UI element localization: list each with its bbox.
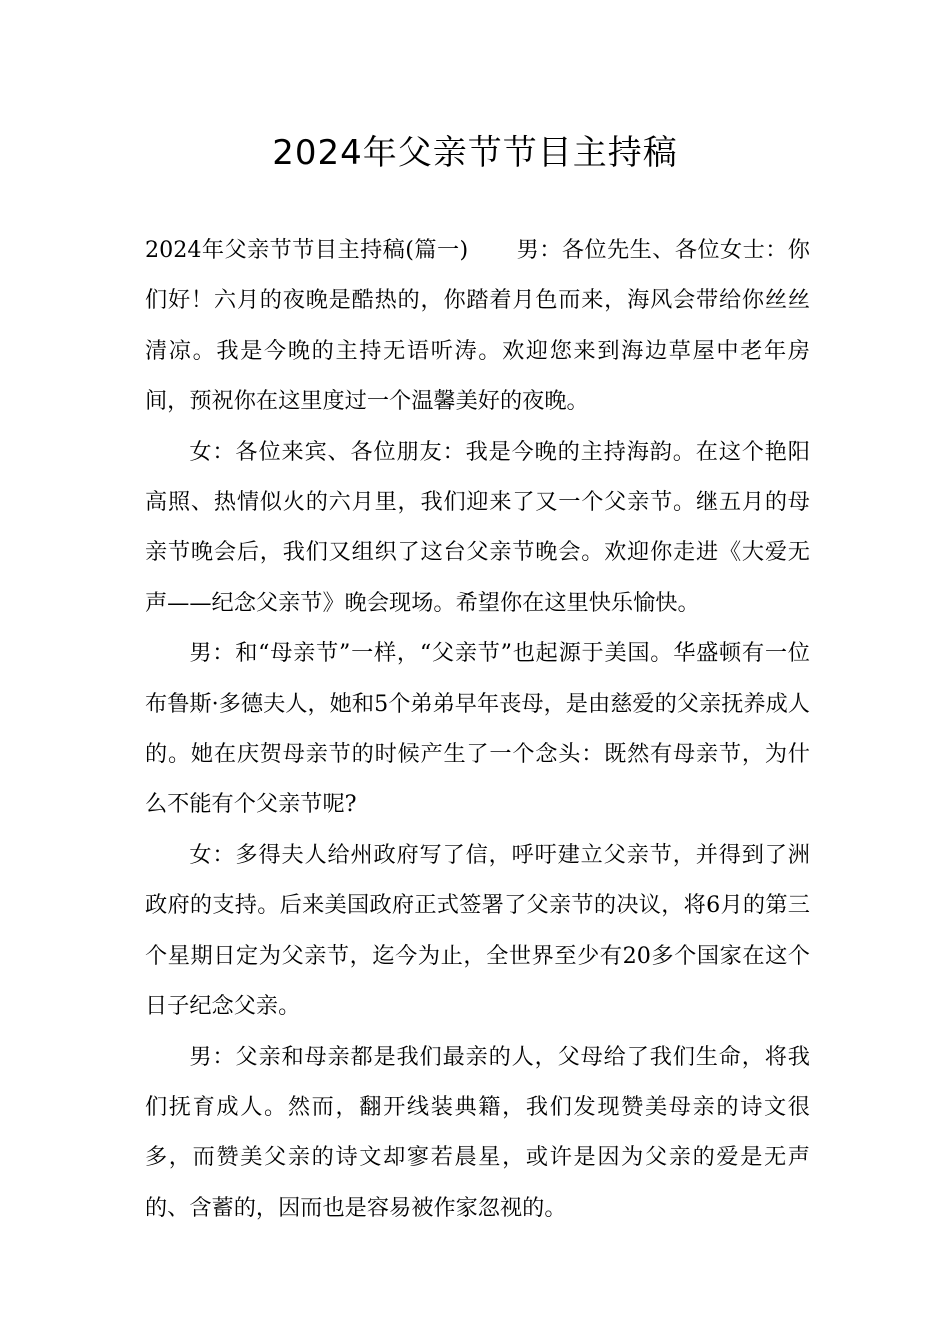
paragraph-1 (145, 225, 810, 427)
paragraph-3: 男：和“母亲节”一样，“父亲节”也起源于美国。华盛顿有一位布鲁斯·多德夫人，她和5个弟弟早年丧母，是由慈爱的父亲抚养成人的。她在庆贺母亲节的时候产生了一个念头：既然有母亲节，为什么不能有个父亲节呢? (145, 640, 810, 818)
paragraph-4: 女：多得夫人给州政府写了信，呼吁建立父亲节，并得到了洲政府的支持。后来美国政府正式签署了父亲节的决议，将6月的第三个星期日定为父亲节，迄今为止，全世界至少有20多个国家在这个日子纪念父亲。 (145, 841, 810, 1020)
document-body (145, 225, 810, 1233)
section-heading: 2024年父亲节节目主持稿(篇一) (145, 237, 469, 263)
paragraph-5: 男：父亲和母亲都是我们最亲的人，父母给了我们生命，将我们抚育成人。然而，翻开线装典籍，我们发现赞美母亲的诗文很多，而赞美父亲的诗文却寥若晨星，或许是因为父亲的爱是无声的、含蓄的，因而也是容易被作家忽视的。 (145, 1043, 810, 1221)
paragraph-1-text: 男：各位先生、各位女士：你们好！六月的夜晚是酷热的，你踏着月色而来，海风会带给你丝丝清凉。我是今晚的主持无语听涛。欢迎您来到海边草屋中老年房间，预祝你在这里度过一个温馨美好的夜晚。 (145, 237, 810, 415)
document-title: 2024年父亲节节目主持稿 (272, 133, 678, 173)
paragraph-2: 女：各位来宾、各位朋友：我是今晚的主持海韵。在这个艳阳高照、热情似火的六月里，我们迎来了又一个父亲节。继五月的母亲节晚会后，我们又组织了这台父亲节晚会。欢迎你走进《大爱无声——纪念父亲节》晚会现场。希望你在这里快乐愉快。 (145, 438, 810, 616)
